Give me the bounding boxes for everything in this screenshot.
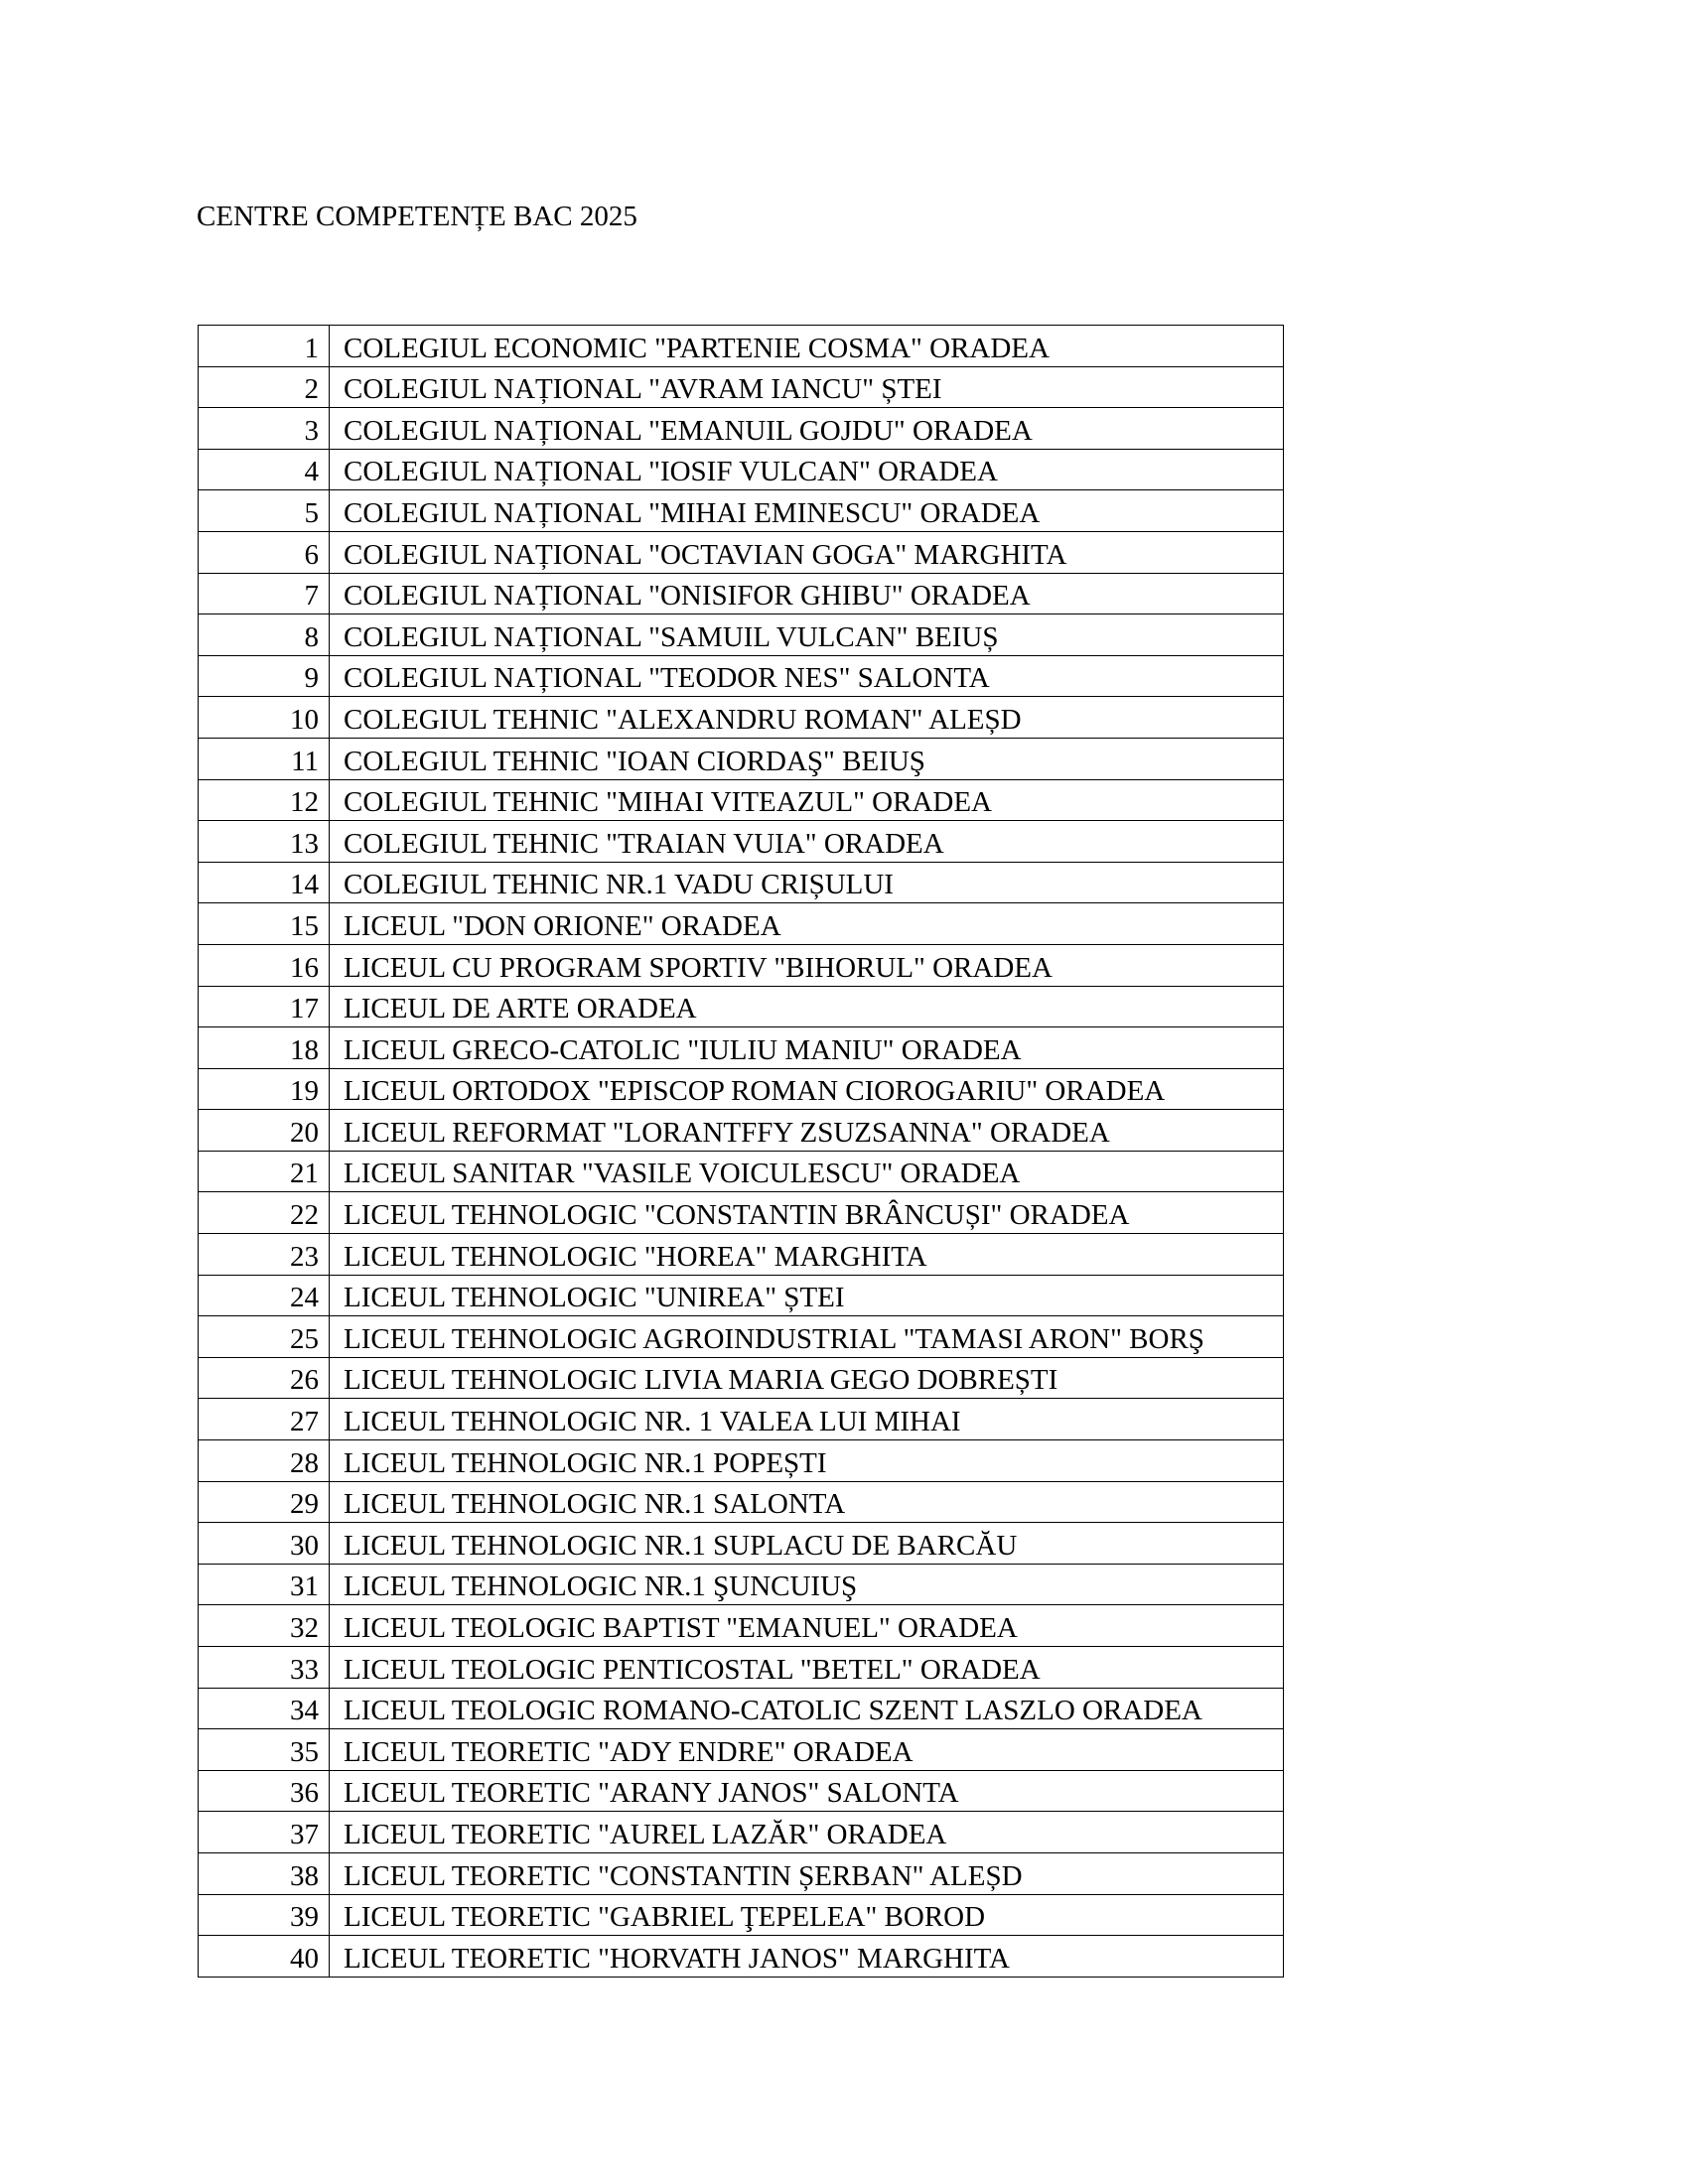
row-number: 11 (199, 738, 330, 779)
school-name: LICEUL SANITAR "VASILE VOICULESCU" ORADEA (330, 1151, 1284, 1192)
table-row (199, 1440, 1284, 1482)
table-row (199, 986, 1284, 1027)
school-name: COLEGIUL TEHNIC "IOAN CIORDAŞ" BEIUŞ (330, 738, 1284, 779)
school-name: LICEUL TEHNOLOGIC NR. 1 VALEA LUI MIHAI (330, 1399, 1284, 1440)
table-row (199, 1605, 1284, 1647)
row-number: 7 (199, 573, 330, 614)
table-row (199, 573, 1284, 614)
row-number: 13 (199, 821, 330, 863)
school-name: LICEUL TEHNOLOGIC NR.1 SUPLACU DE BARCĂU (330, 1523, 1284, 1565)
table-row (199, 449, 1284, 490)
row-number: 25 (199, 1316, 330, 1358)
table-row (199, 1357, 1284, 1399)
school-name: LICEUL TEORETIC "ADY ENDRE" ORADEA (330, 1729, 1284, 1771)
table-row (199, 1936, 1284, 1978)
school-name: LICEUL TEHNOLOGIC AGROINDUSTRIAL "TAMASI ARON" BORŞ (330, 1316, 1284, 1358)
table-row (199, 655, 1284, 697)
row-number: 24 (199, 1275, 330, 1316)
row-number: 21 (199, 1151, 330, 1192)
school-name: LICEUL TEOLOGIC PENTICOSTAL "BETEL" ORADEA (330, 1647, 1284, 1689)
table-row (199, 1316, 1284, 1358)
table-row (199, 1812, 1284, 1853)
table-row (199, 1234, 1284, 1276)
table-row (199, 1027, 1284, 1069)
row-number: 37 (199, 1812, 330, 1853)
school-name: COLEGIUL NAȚIONAL "MIHAI EMINESCU" ORADEA (330, 490, 1284, 532)
row-number: 15 (199, 903, 330, 945)
school-name: COLEGIUL NAȚIONAL "AVRAM IANCU" ȘTEI (330, 366, 1284, 408)
school-name: LICEUL TEHNOLOGIC "UNIREA" ȘTEI (330, 1275, 1284, 1316)
table-row (199, 1564, 1284, 1605)
row-number: 5 (199, 490, 330, 532)
school-name: COLEGIUL TEHNIC NR.1 VADU CRIȘULUI (330, 862, 1284, 903)
row-number: 30 (199, 1523, 330, 1565)
school-name: LICEUL TEHNOLOGIC NR.1 ŞUNCUIUŞ (330, 1564, 1284, 1605)
row-number: 38 (199, 1852, 330, 1894)
table-row (199, 821, 1284, 863)
table-row (199, 1151, 1284, 1192)
row-number: 8 (199, 614, 330, 656)
table-row (199, 862, 1284, 903)
school-name: COLEGIUL TEHNIC "ALEXANDRU ROMAN" ALEȘD (330, 697, 1284, 739)
row-number: 39 (199, 1894, 330, 1936)
row-number: 3 (199, 408, 330, 450)
school-name: COLEGIUL ECONOMIC "PARTENIE COSMA" ORADEA (330, 326, 1284, 367)
table-row (199, 738, 1284, 779)
row-number: 10 (199, 697, 330, 739)
table-row (199, 366, 1284, 408)
school-name: LICEUL CU PROGRAM SPORTIV "BIHORUL" ORADEA (330, 944, 1284, 986)
school-name: LICEUL TEORETIC "AUREL LAZĂR" ORADEA (330, 1812, 1284, 1853)
table-row (199, 697, 1284, 739)
row-number: 34 (199, 1688, 330, 1729)
table-row (199, 944, 1284, 986)
school-name: LICEUL TEHNOLOGIC "CONSTANTIN BRÂNCUȘI" ORADEA (330, 1192, 1284, 1234)
school-name: COLEGIUL NAȚIONAL "EMANUIL GOJDU" ORADEA (330, 408, 1284, 450)
centers-table (198, 325, 1284, 1978)
row-number: 33 (199, 1647, 330, 1689)
school-name: COLEGIUL NAȚIONAL "IOSIF VULCAN" ORADEA (330, 449, 1284, 490)
row-number: 2 (199, 366, 330, 408)
table-row (199, 614, 1284, 656)
row-number: 29 (199, 1481, 330, 1523)
row-number: 27 (199, 1399, 330, 1440)
school-name: LICEUL TEOLOGIC BAPTIST "EMANUEL" ORADEA (330, 1605, 1284, 1647)
school-name: LICEUL GRECO-CATOLIC "IULIU MANIU" ORADEA (330, 1027, 1284, 1069)
row-number: 26 (199, 1357, 330, 1399)
school-name: LICEUL TEHNOLOGIC NR.1 POPEȘTI (330, 1440, 1284, 1482)
table-row (199, 326, 1284, 367)
table-row (199, 779, 1284, 821)
school-name: LICEUL ORTODOX "EPISCOP ROMAN CIOROGARIU" ORADEA (330, 1068, 1284, 1110)
row-number: 35 (199, 1729, 330, 1771)
school-name: COLEGIUL TEHNIC "MIHAI VITEAZUL" ORADEA (330, 779, 1284, 821)
school-name: LICEUL TEHNOLOGIC "HOREA" MARGHITA (330, 1234, 1284, 1276)
page-title: CENTRE COMPETENȚE BAC 2025 (197, 201, 637, 232)
school-name: LICEUL TEOLOGIC ROMANO-CATOLIC SZENT LASZLO ORADEA (330, 1688, 1284, 1729)
school-name: COLEGIUL NAȚIONAL "TEODOR NES" SALONTA (330, 655, 1284, 697)
row-number: 31 (199, 1564, 330, 1605)
row-number: 17 (199, 986, 330, 1027)
row-number: 16 (199, 944, 330, 986)
centers-table-body (199, 326, 1284, 1978)
school-name: LICEUL TEHNOLOGIC NR.1 SALONTA (330, 1481, 1284, 1523)
table-row (199, 1523, 1284, 1565)
row-number: 1 (199, 326, 330, 367)
school-name: COLEGIUL NAȚIONAL "SAMUIL VULCAN" BEIUȘ (330, 614, 1284, 656)
row-number: 22 (199, 1192, 330, 1234)
school-name: LICEUL TEHNOLOGIC LIVIA MARIA GEGO DOBREȘTI (330, 1357, 1284, 1399)
row-number: 23 (199, 1234, 330, 1276)
table-row (199, 1894, 1284, 1936)
row-number: 28 (199, 1440, 330, 1482)
school-name: COLEGIUL NAȚIONAL "ONISIFOR GHIBU" ORADEA (330, 573, 1284, 614)
table-row (199, 490, 1284, 532)
table-row (199, 1481, 1284, 1523)
table-row (199, 1647, 1284, 1689)
row-number: 6 (199, 531, 330, 573)
row-number: 12 (199, 779, 330, 821)
table-row (199, 1275, 1284, 1316)
school-name: LICEUL TEORETIC "HORVATH JANOS" MARGHITA (330, 1936, 1284, 1978)
table-row (199, 1399, 1284, 1440)
table-row (199, 1852, 1284, 1894)
table-row (199, 1688, 1284, 1729)
school-name: LICEUL TEORETIC "ARANY JANOS" SALONTA (330, 1770, 1284, 1812)
school-name: COLEGIUL TEHNIC "TRAIAN VUIA" ORADEA (330, 821, 1284, 863)
table-row (199, 903, 1284, 945)
table-row (199, 1192, 1284, 1234)
school-name: LICEUL TEORETIC "CONSTANTIN ȘERBAN" ALEȘD (330, 1852, 1284, 1894)
row-number: 36 (199, 1770, 330, 1812)
row-number: 19 (199, 1068, 330, 1110)
row-number: 14 (199, 862, 330, 903)
table-row (199, 1068, 1284, 1110)
row-number: 9 (199, 655, 330, 697)
row-number: 4 (199, 449, 330, 490)
row-number: 18 (199, 1027, 330, 1069)
row-number: 40 (199, 1936, 330, 1978)
table-row (199, 1729, 1284, 1771)
row-number: 20 (199, 1110, 330, 1152)
school-name: LICEUL DE ARTE ORADEA (330, 986, 1284, 1027)
row-number: 32 (199, 1605, 330, 1647)
school-name: LICEUL "DON ORIONE" ORADEA (330, 903, 1284, 945)
table-row (199, 531, 1284, 573)
table-row (199, 408, 1284, 450)
school-name: LICEUL TEORETIC "GABRIEL ŢEPELEA" BOROD (330, 1894, 1284, 1936)
table-row (199, 1110, 1284, 1152)
table-row (199, 1770, 1284, 1812)
school-name: LICEUL REFORMAT "LORANTFFY ZSUZSANNA" ORADEA (330, 1110, 1284, 1152)
school-name: COLEGIUL NAȚIONAL "OCTAVIAN GOGA" MARGHITA (330, 531, 1284, 573)
